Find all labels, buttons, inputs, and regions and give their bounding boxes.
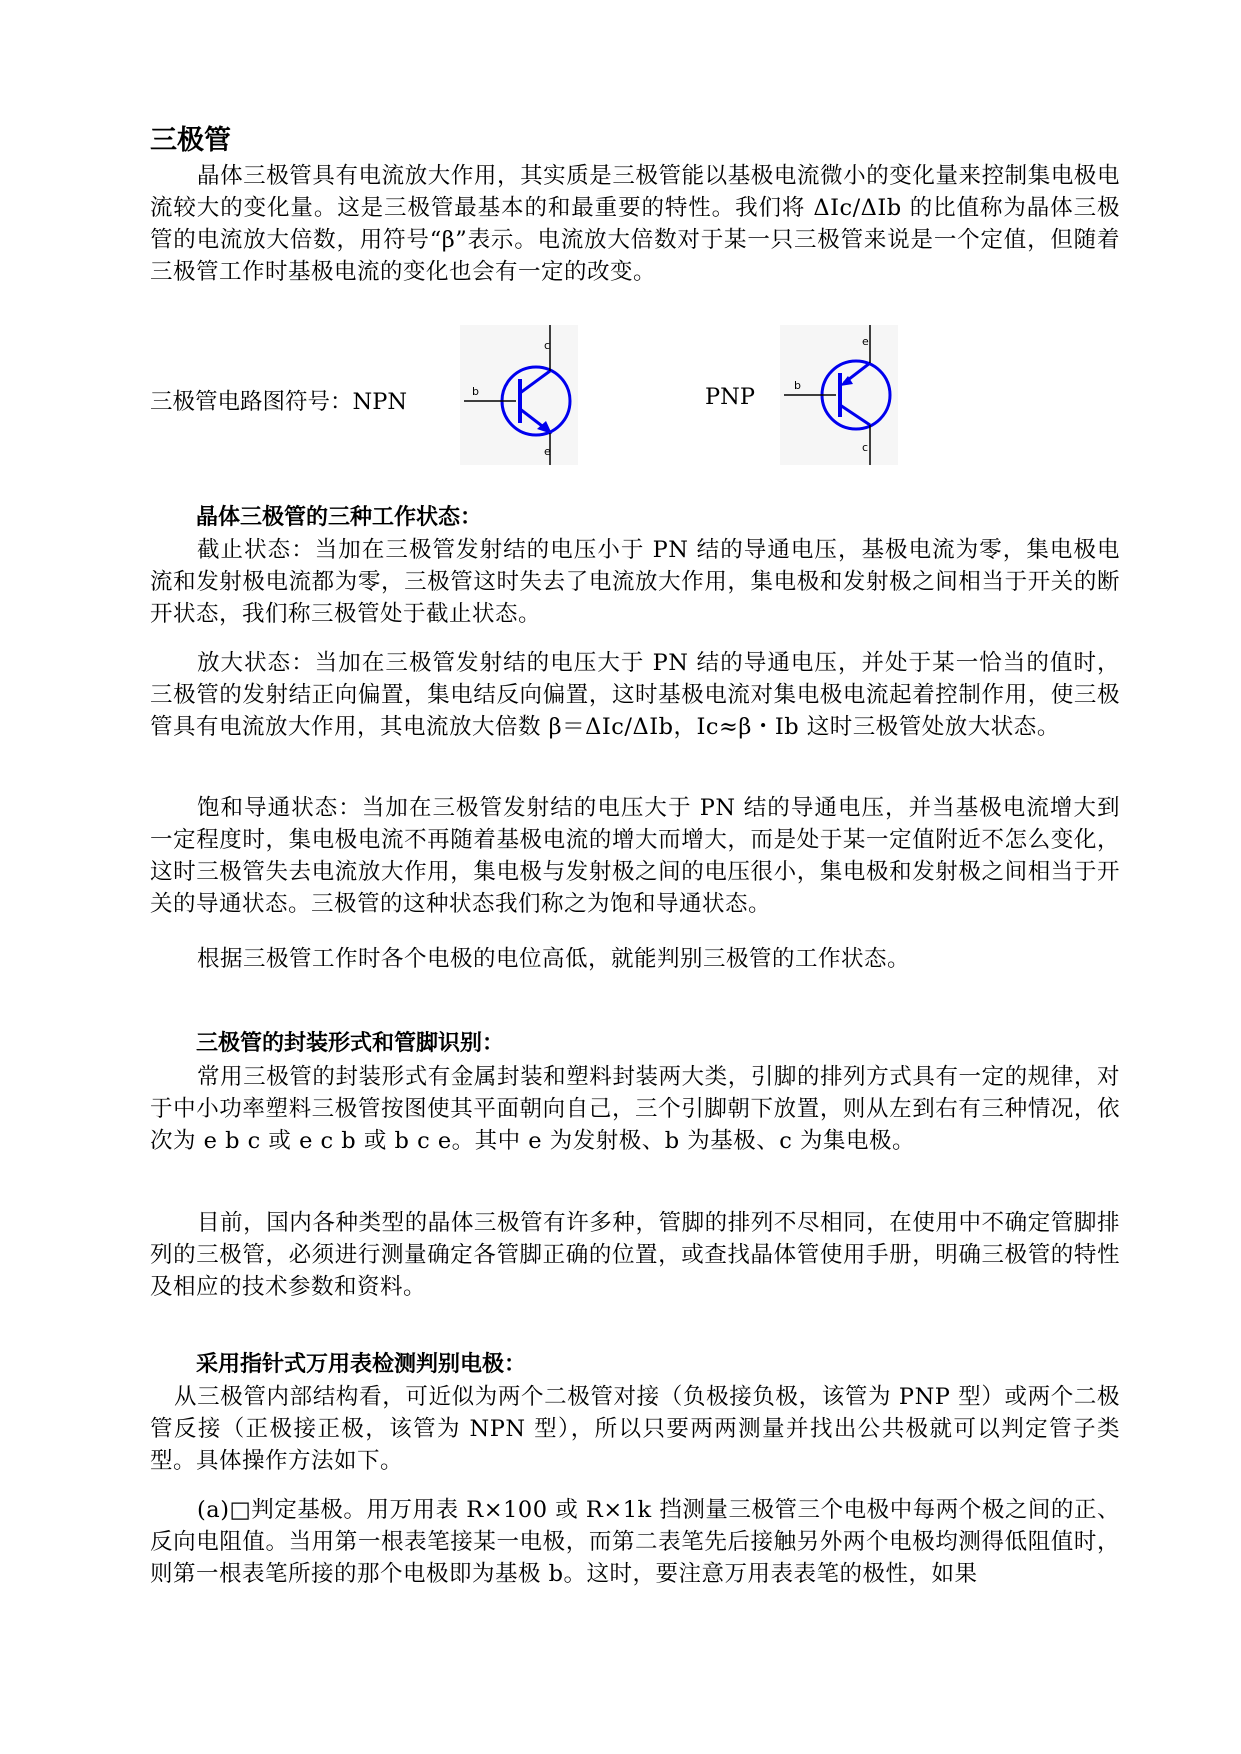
npn-b-label: b (472, 385, 479, 398)
symbol-label: 三极管电路图符号：NPN (150, 389, 408, 415)
page-title: 三极管 (150, 125, 231, 156)
structure-paragraph: 从三极管内部结构看，可近似为两个二极管对接（负极接负极，该管为 PNP 型）或两个二极管反接（正极接正极，该管为 NPN 型），所以只要两两测量并找出公共极就可以判定管子类型。具体操作方法如下。 (150, 1384, 1120, 1474)
pnp-symbol (780, 325, 898, 465)
packaging-paragraph: 常用三极管的封装形式有金属封装和塑料封装两大类，引脚的排列方式具有一定的规律，对于中小功率塑料三极管按图使其平面朝向自己，三个引脚朝下放置，则从左到右有三种情况，依次为 e b c 或 e c b 或 b c e。其中 e 为发射极、b 为基极、c 为集电极。 (150, 1064, 1120, 1154)
pnp-c-label: c (862, 441, 869, 454)
pnp-b-label: b (794, 379, 801, 392)
pnp-e-label: e (862, 335, 869, 348)
intro-paragraph: 晶体三极管具有电流放大作用，其实质是三极管能以基极电流微小的变化量来控制集电极电流较大的变化量。这是三极管最基本的和最重要的特性。我们将 ΔIc/ΔIb 的比值称为晶体三极管的电流放大倍数，用符号“β”表示。电流放大倍数对于某一只三极管来说是一个定值，但随着三极管工作时基极电流的变化也会有一定的改变。 (150, 163, 1120, 285)
summary-paragraph: 根据三极管工作时各个电极的电位高低，就能判别三极管的工作状态。 (197, 946, 911, 972)
base-test-paragraph: (a)□判定基极。用万用表 R×100 或 R×1k 挡测量三极管三个电极中每两个极之间的正、反向电阻值。当用第一根表笔接某一电极，而第二表笔先后接触另外两个电极均测得低阻值时，则第一根表笔所接的那个电极即为基极 b。这时，要注意万用表表笔的极性，如果 (150, 1497, 1120, 1587)
npn-symbol (460, 325, 578, 465)
cutoff-paragraph: 截止状态：当加在三极管发射结的电压小于 PN 结的导通电压，基极电流为零，集电极电流和发射极电流都为零，三极管这时失去了电流放大作用，集电极和发射极之间相当于开关的断开状态，我们称三极管处于截止状态。 (150, 537, 1120, 627)
amplify-paragraph: 放大状态：当加在三极管发射结的电压大于 PN 结的导通电压，并处于某一恰当的值时，三极管的发射结正向偏置，集电结反向偏置，这时基极电流对集电极电流起着控制作用，使三极管具有电流放大作用，其电流放大倍数 β＝ΔIc/ΔIb，Ic≈β・Ib 这时三极管处放大状态。 (150, 650, 1120, 740)
npn-c-label: c (544, 339, 551, 352)
pin-arrangement-paragraph: 目前，国内各种类型的晶体三极管有许多种，管脚的排列不尽相同，在使用中不确定管脚排列的三极管，必须进行测量确定各管脚正确的位置，或查找晶体管使用手册，明确三极管的特性及相应的技术参数和资料。 (150, 1210, 1120, 1300)
section-heading-working-states: 晶体三极管的三种工作状态： (196, 505, 483, 530)
section-heading-packaging: 三极管的封装形式和管脚识别： (196, 1031, 505, 1056)
npn-e-label: e (544, 445, 551, 458)
pnp-label: PNP (705, 384, 755, 410)
saturation-paragraph: 饱和导通状态：当加在三极管发射结的电压大于 PN 结的导通电压，并当基极电流增大到一定程度时，集电极电流不再随着基极电流的增大而增大，而是处于某一定值附近不怎么变化，这时三极管失去电流放大作用，集电极与发射极之间的电压很小，集电极和发射极之间相当于开关的导通状态。三极管的这种状态我们称之为饱和导通状态。 (150, 795, 1120, 917)
section-heading-multimeter: 采用指针式万用表检测判别电极： (196, 1352, 527, 1377)
